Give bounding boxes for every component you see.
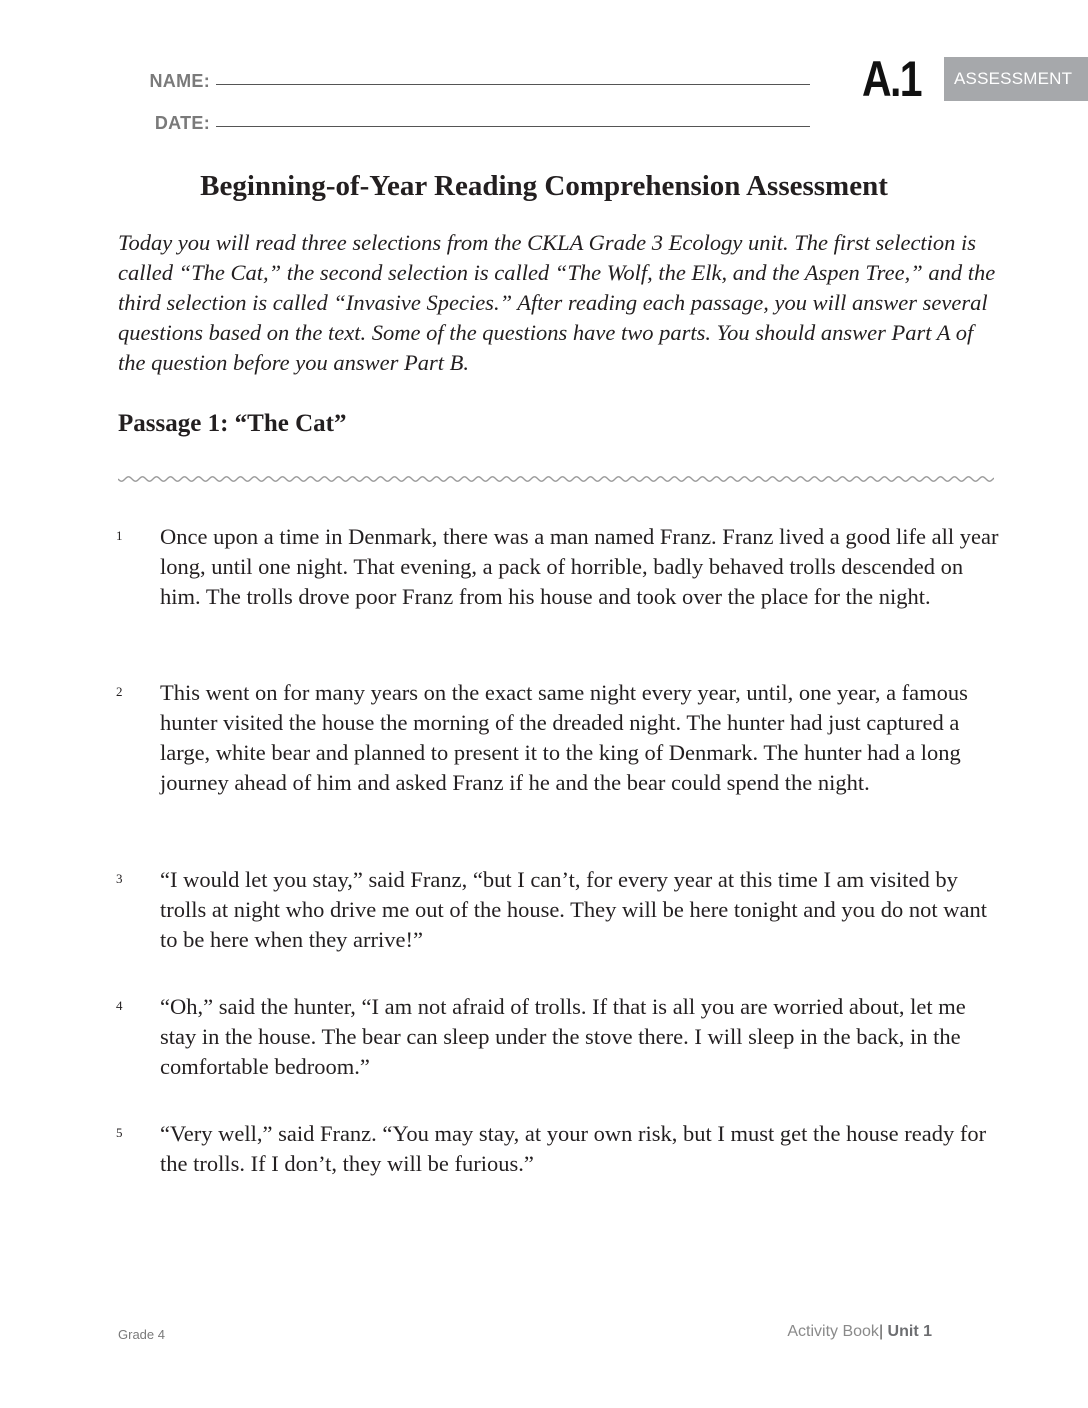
paragraph-text: This went on for many years on the exact same night every year, until, one year, a famous hunter visited the house the morning of the dreaded night. The hunter had just captured a large, white bear and planned to present it to the king of Denmark. The hunter had a long journey ahead of him and asked Franz if he and the bear could spend the night. [160,680,968,795]
paragraph-text: “Very well,” said Franz. “You may stay, at your own risk, but I must get the house ready for the trolls. If I don’t, they will be furious.” [160,1121,987,1176]
intro-text: Today you will read three selections from the CKLA Grade 3 Ecology unit. The first selection is called “The Cat,” the second selection is called “The Wolf, the Elk, and the Aspen Tree,” and the third selection is called “Invasive Species.” After reading each passage, you will answer several questions based on the text. Some of the questions have two parts. You should answer Part A of the question before you answer Part B. [118,230,996,375]
footer-grade: Grade 4 [118,1327,165,1342]
date-field-line[interactable] [216,126,810,127]
paragraph-number: 1 [116,528,123,543]
passage-heading: Passage 1: “The Cat” [118,410,347,437]
assessment-tag: ASSESSMENT [944,57,1088,101]
footer-book: Activity Book [787,1323,879,1340]
wavy-divider [118,472,994,486]
paragraph-number: 2 [116,684,123,699]
paragraph-text: Once upon a time in Denmark, there was a man named Franz. Franz lived a good life all year long, until one night. That evening, a pack of horrible, badly behaved trolls descended on him. The trolls drove poor Franz from his house and took over the place for the night. [160,524,999,609]
name-field-line[interactable] [216,84,810,85]
name-label: NAME: [149,71,210,91]
paragraph-text: “I would let you stay,” said Franz, “but I can’t, for every year at this time I am visited by trolls at night who drive me out of the house. They will be here tonight and you do not want to be here when they arrive!” [160,867,987,952]
paragraph-number: 5 [116,1125,123,1140]
paragraph-number: 3 [116,871,123,886]
date-label: DATE: [154,113,210,133]
footer-unit: Unit 1 [887,1323,932,1340]
paragraph-text: “Oh,” said the hunter, “I am not afraid of trolls. If that is all you are worried about, let me stay in the house. The bear can sleep under the stove there. I will sleep in the back, in the comfortable bedroom.” [160,994,966,1079]
page-title: Beginning-of-Year Reading Comprehension Assessment [200,170,888,202]
paragraph-number: 4 [116,998,123,1013]
section-code: A.1 [862,51,921,107]
footer-book-unit [787,1323,932,1341]
footer-separator: | [878,1323,884,1340]
